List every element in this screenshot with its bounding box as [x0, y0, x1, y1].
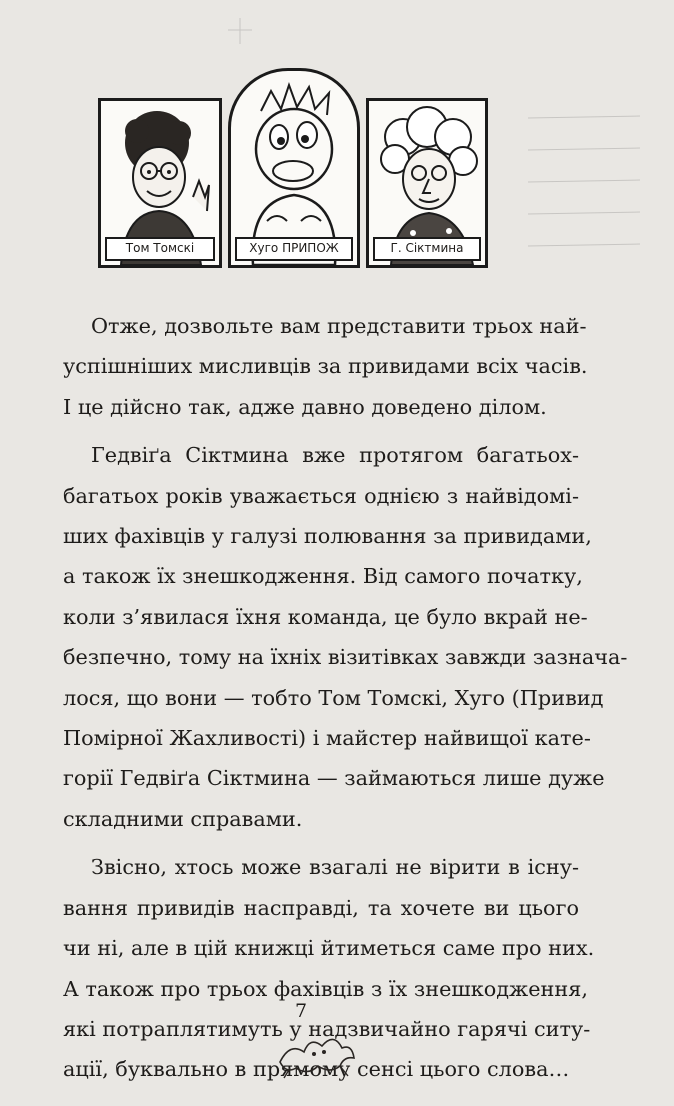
text-line: А також про трьох фахівців з їх знешкодження, — [63, 976, 588, 1001]
text-line: вання привидів насправді, та хочете ви цього — [63, 895, 579, 920]
portrait-hugo — [228, 68, 360, 268]
paragraph-2 — [63, 435, 628, 839]
text-line: І це дійсно так, адже давно доведено ділом. — [63, 394, 547, 419]
text-line: а також їх знешкодження. Від самого початку, — [63, 564, 583, 589]
ghost-hunters-illustration — [98, 58, 528, 268]
text-line: успішніших мисливців за привидами всіх часів. — [63, 354, 588, 379]
text-line: ації, буквально в прямому сенсі цього слова… — [63, 1057, 570, 1082]
portrait-tom — [98, 98, 222, 268]
ghost-ornament-icon — [270, 1022, 360, 1082]
text-line: коли з’явилася їхня команда, це було вкрай не- — [63, 604, 588, 629]
text-line: ших фахівців у галузі полювання за привидами, — [63, 524, 592, 549]
text-line: багатьох років уважається однією з найвідомі- — [63, 483, 579, 508]
text-line: Звісно, хтось може взагалі не вірити в існу- — [91, 855, 579, 880]
paragraph-1 — [63, 306, 588, 427]
text-line: Отже, дозвольте вам представити трьох най- — [91, 314, 587, 338]
caption-hugo: Хуго ПРИПОЖ — [235, 237, 353, 261]
text-line: Гедвіґа Сіктмина вже протягом багатьох- — [91, 443, 579, 468]
portrait-hedwig — [366, 98, 488, 268]
caption-tom: Том Томскі — [105, 237, 215, 261]
text-line: Помірної Жахливості) і майстер найвищої кате- — [63, 726, 591, 751]
text-line: горії Гедвіґа Сіктмина — займаються лише дуже — [63, 766, 605, 791]
text-line: безпечно, тому на їхніх візитівках завжди зазнача- — [63, 645, 628, 670]
body-text — [63, 306, 628, 1090]
text-line: лося, що вони — тобто Том Томскі, Хуго (Привид — [63, 685, 604, 710]
page-number: 7 — [294, 1000, 308, 1022]
text-line: які потраплятимуть у надзвичайно гарячі ситу- — [63, 1016, 591, 1041]
text-line: складними справами. — [63, 806, 303, 831]
caption-hedwig: Г. Сіктмина — [373, 237, 481, 261]
ghost-drawing — [231, 71, 357, 265]
text-line: чи ні, але в цій книжці йтиметься саме про них. — [63, 936, 595, 961]
